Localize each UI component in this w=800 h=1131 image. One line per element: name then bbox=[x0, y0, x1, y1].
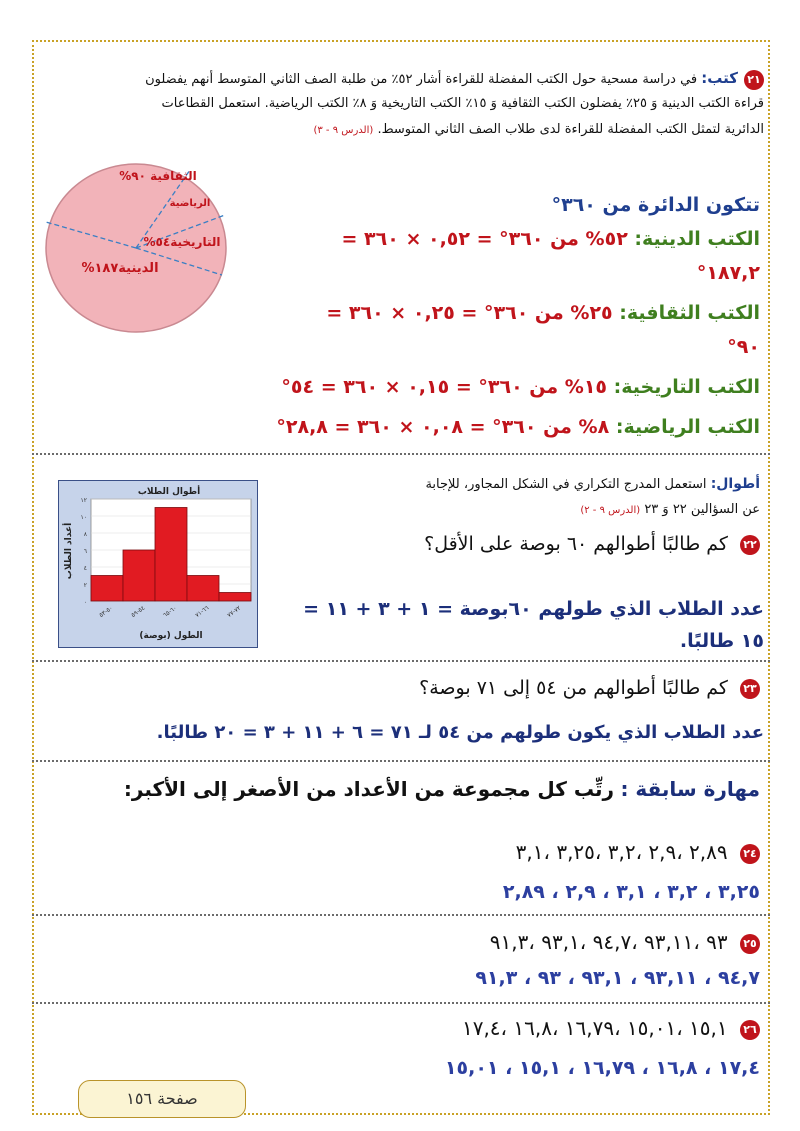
q21-line2: قراءة الكتب الدينية وَ ٢٥٪ يفضلون الكتب الثقافية وَ ١٥٪ الكتب التاريخية وَ ٨٪ الكتب الرياضية. استعمل القطاعات bbox=[161, 96, 764, 111]
y-tick-label: ٨ bbox=[83, 531, 87, 538]
q23-row bbox=[40, 672, 760, 704]
answer-history bbox=[40, 370, 760, 404]
separator bbox=[32, 914, 770, 916]
q21-line1 bbox=[44, 66, 764, 92]
q21-text-3: الدائرية لتمثل الكتب المفضلة للقراءة لدى طلاب الصف الثاني المتوسط. bbox=[377, 122, 764, 137]
q22-answer-result: ١٥ طالبًا. bbox=[679, 630, 764, 652]
pie-label-history: التاريخية٥٤% bbox=[143, 235, 221, 249]
q22-answer-text: عدد الطلاب الذي طولهم ٦٠بوصة = ١ + ٣ + ١١ = bbox=[303, 598, 764, 620]
question-number-badge: ٢٥ bbox=[740, 934, 760, 954]
q22-row bbox=[290, 528, 760, 560]
question-number-badge: ٢٢ bbox=[740, 535, 760, 555]
question-number-badge: ٢٤ bbox=[740, 844, 760, 864]
history-equation: ١٥% من ٣٦٠° = ٠,١٥ × ٣٦٠ = ٥٤° bbox=[281, 376, 608, 398]
page-number: صفحة ١٥٦ bbox=[78, 1080, 246, 1118]
histogram-bar bbox=[219, 593, 251, 602]
q26-answer: ١٧,٤ ، ١٦,٨ ، ١٦,٧٩ ، ١٥,١ ، ١٥,٠١ bbox=[444, 1057, 760, 1079]
y-tick-label: ١٠ bbox=[80, 514, 87, 521]
y-tick-label: ٦ bbox=[83, 548, 87, 555]
heights-intro-text-2: عن السؤالين ٢٢ وَ ٢٣ bbox=[644, 502, 760, 517]
pie-label-religious: الدينية١٨٧% bbox=[81, 261, 159, 276]
religious-result: ١٨٧,٢° bbox=[696, 262, 760, 284]
answer-math bbox=[40, 410, 760, 444]
y-axis-label: أعداد الطلاب bbox=[64, 522, 74, 580]
skill-header bbox=[40, 772, 760, 806]
answer-religious bbox=[260, 222, 760, 256]
histogram-panel bbox=[58, 480, 258, 648]
religious-label: الكتب الدينية: bbox=[634, 228, 760, 250]
skill-title: مهارة سابقة : bbox=[620, 777, 760, 801]
y-tick-label: ٠ bbox=[83, 599, 87, 606]
pie-chart bbox=[40, 160, 230, 340]
heights-lesson: (الدرس ٩ - ٢) bbox=[580, 505, 641, 516]
religious-equation: ٥٢% من ٣٦٠° = ٠,٥٢ × ٣٦٠ = bbox=[341, 228, 628, 250]
histogram-bar bbox=[123, 550, 155, 601]
histogram-bar bbox=[91, 576, 123, 602]
x-tick-label: ٥٤-٥٩ bbox=[129, 604, 147, 619]
q25-numbers: ٩٣ ،٩٣,١١ ،٩٤,٧ ،٩٣,١ ،٩١,٣ bbox=[489, 930, 728, 954]
math-label: الكتب الرياضية: bbox=[615, 416, 760, 438]
q24-row bbox=[260, 836, 760, 868]
q23-text: كم طالبًا أطوالهم من ٥٤ إلى ٧١ بوصة؟ bbox=[419, 677, 728, 699]
separator bbox=[32, 760, 770, 762]
heights-tag: أطوال: bbox=[710, 476, 760, 492]
x-tick-label: ٥٠-٥٣ bbox=[97, 604, 115, 619]
q22-text: كم طالبًا أطوالهم ٦٠ بوصة على الأقل؟ bbox=[424, 533, 728, 555]
lesson-ref: (الدرس ٩ - ٣) bbox=[313, 125, 374, 136]
q25-row bbox=[260, 926, 760, 958]
separator bbox=[32, 453, 770, 455]
cultural-result: ٩٠° bbox=[727, 336, 760, 358]
q22-answer-1 bbox=[294, 592, 764, 626]
question-number-badge: ٢٦ bbox=[740, 1020, 760, 1040]
histogram-bar bbox=[187, 576, 219, 602]
pie-label-math: الرياضية bbox=[169, 198, 211, 209]
q22-answer-2 bbox=[294, 624, 764, 658]
y-tick-label: ١٢ bbox=[80, 497, 87, 504]
skill-instruction: رتِّب كل مجموعة من الأعداد من الأصغر إلى الأكبر: bbox=[123, 777, 615, 801]
heights-intro-2 bbox=[290, 498, 760, 523]
y-tick-label: ٢ bbox=[83, 582, 87, 589]
x-axis-label: الطول (بوصة) bbox=[139, 631, 203, 641]
x-tick-label: ٦٠-٦٥ bbox=[161, 604, 179, 619]
cultural-label: الكتب الثقافية: bbox=[619, 302, 760, 324]
q21-text-1: في دراسة مسحية حول الكتب المفضلة للقراءة أشار ٥٢٪ من طلبة الصف الثاني المتوسط أنهم يفضلون bbox=[145, 72, 698, 87]
pie-label-cultural: الثقافية ٩٠% bbox=[119, 169, 197, 183]
q25-answer: ٩٤,٧ ، ٩٣,١١ ، ٩٣,١ ، ٩٣ ، ٩١,٣ bbox=[475, 967, 760, 989]
answer-cultural-result bbox=[260, 330, 760, 364]
chart-title: أطوال الطلاب bbox=[137, 487, 201, 497]
q24-numbers: ٢,٨٩ ،٢,٩ ،٣,٢ ،٣,٢٥ ،٣,١ bbox=[515, 840, 728, 864]
histogram-bar bbox=[155, 508, 187, 602]
question-number-badge: ٢٣ bbox=[740, 679, 760, 699]
q26-row bbox=[260, 1012, 760, 1044]
answer-intro bbox=[260, 188, 760, 222]
q26-numbers: ١٥,١ ،١٥,٠١ ،١٦,٧٩ ،١٦,٨ ،١٧,٤ bbox=[461, 1016, 728, 1040]
history-label: الكتب التاريخية: bbox=[613, 376, 760, 398]
heights-intro-text: استعمل المدرج التكراري في الشكل المجاور، للإجابة bbox=[425, 477, 707, 492]
x-tick-label: ٦٦-٧١ bbox=[193, 604, 211, 619]
answer-religious-result bbox=[260, 256, 760, 290]
q24-answer: ٣,٢٥ ، ٣,٢ ، ٣,١ ، ٢,٩ ، ٢,٨٩ bbox=[502, 881, 760, 903]
histogram bbox=[59, 481, 259, 649]
answer-cultural bbox=[260, 296, 760, 330]
circle-degrees: تتكون الدائرة من ٣٦٠° bbox=[551, 194, 760, 216]
cultural-equation: ٢٥% من ٣٦٠° = ٠,٢٥ × ٣٦٠ = bbox=[326, 302, 613, 324]
x-tick-label: ٧٢-٧٧ bbox=[225, 604, 243, 619]
separator bbox=[32, 660, 770, 662]
q23-answer-text: عدد الطلاب الذي يكون طولهم من ٥٤ لـ ٧١ = ٦ + ١١ + ٣ = ٢٠ طالبًا. bbox=[156, 722, 764, 743]
q21-tag: كتب: bbox=[701, 69, 738, 87]
q23-answer bbox=[34, 716, 764, 750]
heights-intro-1 bbox=[290, 472, 760, 497]
question-number-badge: ٢١ bbox=[744, 70, 764, 90]
math-equation: ٨% من ٣٦٠° = ٠,٠٨ × ٣٦٠ = ٢٨,٨° bbox=[276, 416, 610, 438]
q21-line3 bbox=[44, 118, 764, 143]
y-tick-label: ٤ bbox=[83, 565, 87, 572]
separator bbox=[32, 1002, 770, 1004]
